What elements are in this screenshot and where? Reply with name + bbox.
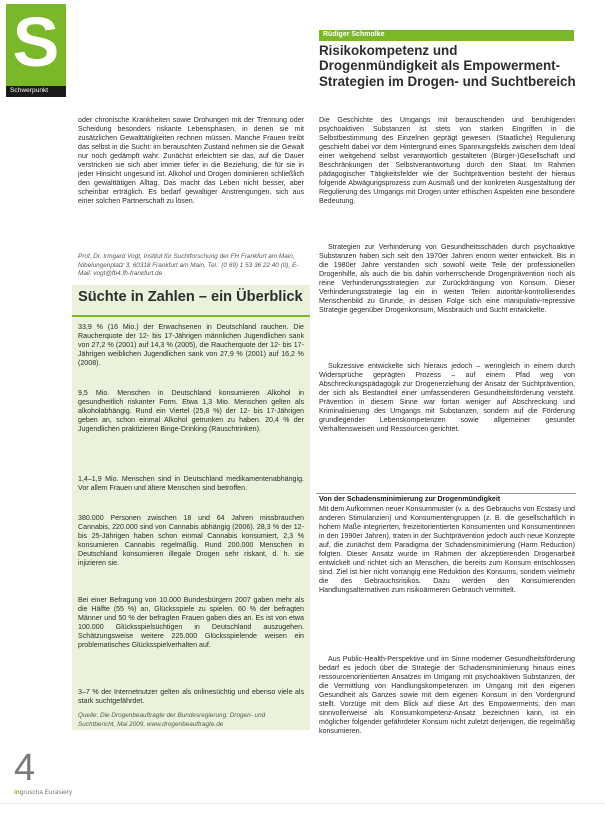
stats-paragraph: 1,4–1,9 Mio. Menschen sind in Deutschland medikamentenabhängig. Vor allem Frauen und ältere Menschen sind betroffen. [78,475,304,492]
section-label-bar [6,86,66,97]
footer-rule [0,803,605,804]
stats-box-divider [72,315,310,317]
section-label: Schwerpunkt [10,87,49,94]
section-letter: S [12,3,60,81]
logo-accent: in [14,789,20,796]
author-name: Rüdiger Schmolke [323,31,385,38]
author-contact-note: Prof. Dr. Irmgard Vogt, Institut für Suchtforschung der FH Frankfurt am Main, Nibelungenplatz 3, 60318 Frankfurt am Main, Tel.: (0 69) 1 53 36 22 40 (0), E-Mail: vogt@fb4.fh-frankfurt.de [78,253,299,277]
right-paragraph: Die Geschichte des Umgangs mit berauschenden und beruhigenden psychoaktiven Substanzen ist stets von starken Eingriffen in die Selbstbestimmung des Einzelnen geprägt gewesen. (Staatliche) Regulierung geschieht dabei vor dem Hintergrund eines Spannungsfelds zwischen dem Ideal einer weitgehend selbst verantwortlich gestalteten (Bürger-)Gesellschaft und Beschränkungen der Selbstverantwortung durch den Staat. Im Rahmen pädagogischer Tätigkeitsfelder wie der Suchtprävention besteht der hieraus folgende Abwägungsprozess zum Ausmaß und der konkreten Ausgestaltung der Regulierung des Umgangs mit Drogen unter ethischen Aspekten eine besondere Bedeutung. [319,116,575,205]
right-paragraph: Aus Public-Health-Perspektive und im Sinne moderner Gesundheitsförderung bedarf es jedoch über die Strategie der Schadensminimierung hinaus eines ressourcenorientierten Ansatzes im Umgang mit psychoaktiven Substanzen, der die Vermittlung von Handlungskompetenzen im Umgang mit den eigenen Gesundheit als Ganzes sowie mit dem eigenen Konsum in den Vordergrund stellt. Vorzüge mit dem Blick auf diese Art des Empowerments, den man sinnvollerweise als Konsumkompetenz-Ansatz bezeichnen kann, ist ein möglicher folgender gefährdeter Konsum nicht zuletzt derjenigen, die regelmäßig konsumieren. [319,655,575,735]
publisher-logo [14,789,72,796]
left-intro-text: oder chronische Krankheiten sowie Drohungen mit der Trennung oder Scheidung besonders riskante Lebensphasen, in denen sie mit zusätzlichen Gewalttätigkeiten rechnen müssen. Manche Frauen treibt das selbst in die Sucht: im berauschten Zustand nehmen sie die Gewalt nur noch gedämpft wahr. Zunächst erleichtert sie das, auf die Dauer verstricken sie sich aber immer tiefer in die Beziehung, die für sie in jeder Hinsicht ungesund ist. Alkohol und Drogen dominieren schließlich den gewalttätigen Alltag. Das macht das Leben nicht besser, aber scheinbar erträglich. Es bedarf gewaltiger Anstrengungen, sich aus einer solchen Partnerschaft zu lösen. [78,116,304,205]
stats-paragraph: Bei einer Befragung von 10.000 Bundesbürgern 2007 gaben mehr als die Hälfte (55 %) an, Glücksspiele zu spielen. 60 % der befragten Männer und 50 % der befragten Frauen gaben dies an. Es ist von etwa 100.000 Glücksspielsüchtigen in Deutschland auszugehen. Schätzungsweise weitere 225.000 Glücksspielende weisen ein problematisches Glücksspielverhalten auf. [78,596,304,649]
stats-paragraph: 380.000 Personen zwischen 18 und 64 Jahren missbrauchen Cannabis, 220.000 sind von Cannabis abhängig (2006). 28,3 % der 12- bis 25-Jährigen haben schon einmal Cannabis konsumiert, 2,3 % konsumieren Cannabis regelmäßig. Rund 200.000 Menschen in Deutschland konsumieren illegale Drogen sehr riskant, d. h. sie injizieren sie. [78,514,304,567]
author-bar [319,30,574,41]
section-badge [6,4,66,92]
stats-paragraph: 33,9 % (16 Mio.) der Erwachsenen in Deutschland rauchen. Die Raucherquote der 12- bis 17-Jährigen männlichen Jugendlichen sank von 27,2 % (2001) auf 14,3 % (2005), die Raucherquote der 12- bis 17-Jährigen weiblichen Jugendlichen sank von 27,9 % (2001) auf 16,2 % (2008). [78,323,304,367]
stats-paragraph: 9,5 Mio. Menschen in Deutschland konsumieren Alkohol in gesundheitlich riskanter Form. Etwa 1,3 Mio. Menschen gelten als alkoholabhängig. Rund ein Viertel (25,8 %) der 12- bis 17-Jährigen geben an, schon einmal Alkohol getrunken zu haben. 20,4 % der Jugendlichen praktizieren Binge-Drinking (Rauschtrinken). [78,389,304,433]
stats-box-title: Süchte in Zahlen – ein Überblick [78,289,303,305]
right-paragraph: Mit dem Aufkommen neuer Konsummuster (v. a. des Gebrauchs von Ecstasy und anderen Stimulanzien) und Konsumentengruppen (z. B. die gesellschaftlich in hohem Maße integrierten, freizeitorientierten Konsumenten und Konsumentinnen in den 1990er Jahren), traten in der Suchtprävention jedoch auch neue Konzepte auf, die zunächst dem Paradigma der Schadensminimierung (Harm Reduction) folgten. Dieser Ansatz wurde im Rahmen der akzeptierenden Drogenarbeit entwickelt und richtet sich an Menschen, die bereits zum Konsum entschlossen sind. Ziel ist hier nicht vorrangig eine Reduktion des Konsums, sondern vielmehr die des Gebrauchsrisikos. Dazu werden den Konsumierenden Handlungsalternativen zum risikoärmeren Gebrauch vermittelt. [319,505,575,594]
page-number: 4 [14,747,36,789]
article-title: Risikokompetenz und Drogenmündigkeit als Empowerment-Strategien im Drogen- und Suchtbereich [319,43,576,89]
stats-source: Quelle: Die Drogenbeauftragte der Bundesregierung: Drogen- und Suchtbericht, Mai 2009, www.drogenbeauftragte.de [78,712,266,728]
section-subheading: Von der Schadensminimierung zur Drogenmündigkeit [319,495,501,503]
right-paragraph: Sukzessive entwickelte sich hieraus jedoch – wenngleich in einem durch Widersprüche geprägten Prozess – auf einem Pfad weg von Abschreckungspädagogik zur Drogenerziehung der Ansatz der Suchtprävention, der sich als Bestandteil einer umfassenderen Gesundheitsförderung versteht. Prävention in diesem Sinne war fortan weniger auf Abschreckung und Kriminalisierung des Umgangs mit Substanzen, sondern auf die Förderung grundlegender Lebenskompetenzen sowie allgemeiner gesunder Verhaltensweisen und Ressourcen gerichtet. [319,362,575,433]
logo-text: gruscha Eurasiery [19,789,73,796]
stats-paragraph: 3–7 % der Internetnutzer gelten als onlinesüchtig und ebenso viele als stark suchtgefährdet. [78,688,304,705]
right-paragraph: Strategien zur Verhinderung von Gesundheitsschäden durch psychoaktive Substanzen haben sich seit den 1970er Jahren enorm weiter entwickelt. Bis in die 1980er Jahre verstanden sich sowohl weite Teile der professionellen Drogenhilfe, als auch die bis dahin vorherrschende Drogenprävention noch als reine Verhinderungsstrategien zur Zurückdrängung von Konsum. Dieser Verhinderungsstrategie lag ein in weiten Teilen autoritär-kontrollierendes Menschenbild zu Grunde, in dessen Folge sich eine manipulativ-repressive Strategie gegenüber Drogenkonsum, Missbrauch und Sucht entwickelte. [319,243,575,314]
section-divider [316,493,576,494]
